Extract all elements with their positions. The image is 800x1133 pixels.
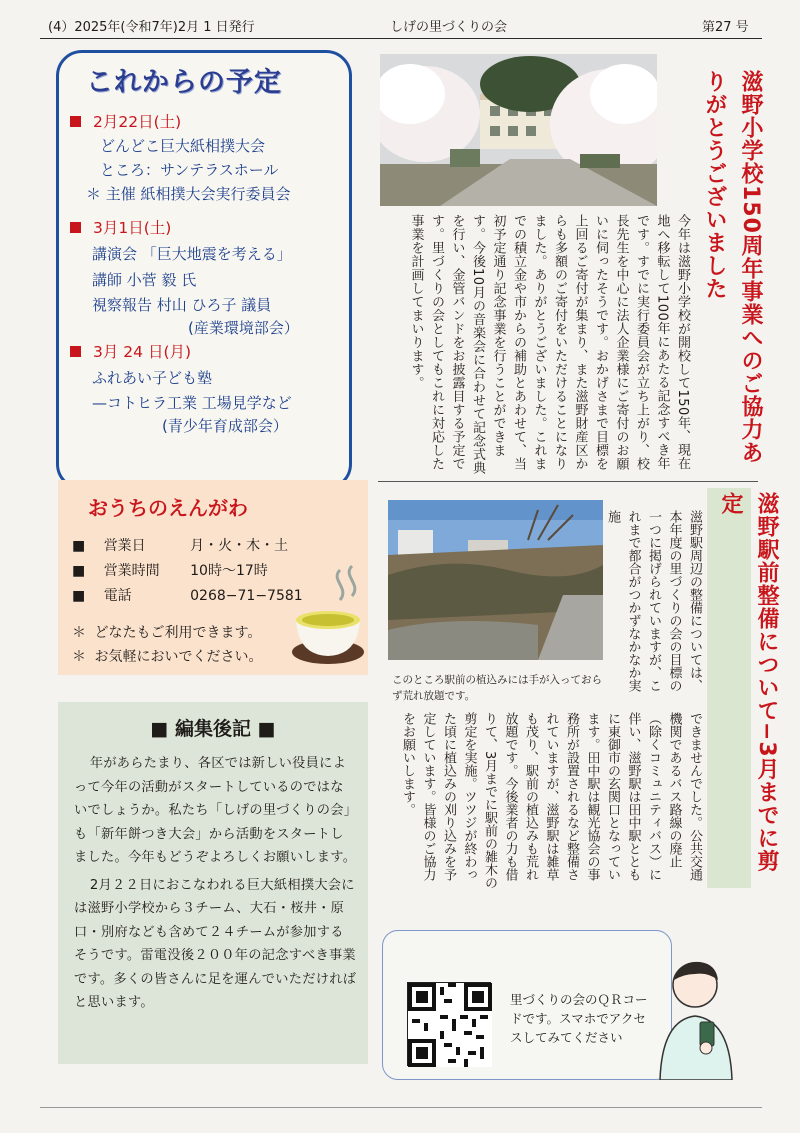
article2-body-lower: できませんでした。公共交通機関であるバス路線の廃止（除くコミュニティバス）に伴い、滋野駅は田中駅とともに東御市の玄関口となっています。田中駅は観光協会の事務所が設置されるなど整備されていますが、滋野駅は雑草も茂り、駅前の植込みも荒れ放題です。今後業者の力も借りて、3月までに駅前の雑木の剪定を実施。ツツジが終わった頃に植込みの刈り込みを予定しています。皆様のご協力をお願いします。 (400, 712, 702, 890)
schedule-youth: (青少年育成部会） (162, 417, 288, 435)
tea-cup-icon (290, 560, 370, 670)
red-square-icon (70, 346, 81, 357)
engawa-label: 営業日 (103, 538, 146, 554)
editorial-paragraph: 年があらたまり、各区では新しい役員によって今年の活動がスタートしているのではないでしょうか。私たち「しげの里づくりの会」も「新年餅つき大会」から活動をスタートしました。今年もどうぞよろしくお願いします。 (74, 756, 357, 865)
issue-number: 第27 号 (702, 20, 749, 35)
schedule-event: どんどこ巨大紙相撲大会 (100, 137, 266, 155)
engawa-note: ＊ お気軽においでください。 (72, 649, 263, 665)
schedule-report: 視察報告 村山 ひろ子 議員 (92, 296, 272, 314)
schedule-venue: ところ：サンテラスホール (100, 161, 279, 179)
engawa-note: ＊ どなたもご利用できます。 (72, 625, 262, 641)
schedule-lecturer: 講師 小菅 毅 氏 (92, 271, 197, 289)
footer-rule (40, 1107, 762, 1108)
org-name: しげの里づくりの会 (390, 20, 508, 35)
red-square-icon (70, 116, 81, 127)
header-rule (40, 38, 762, 39)
school-photo (380, 54, 657, 206)
engawa-label: 電話 (103, 588, 132, 604)
bullet-square-icon: ■ (72, 538, 86, 554)
engawa-label: 営業時間 (103, 563, 160, 579)
editorial-body (74, 752, 357, 1015)
qr-code-icon[interactable] (407, 982, 491, 1066)
article2-title: 滋野駅前整備について−3月までに剪定 (718, 492, 779, 873)
section-divider (378, 481, 758, 482)
article2-body-upper: 滋野駅周辺の整備については、本年度の里づくりの会の目標の一つに掲げられていますが、これまで都合がつかずなかなか実施 (605, 510, 702, 692)
schedule-dept: (産業環境部会） (188, 319, 299, 337)
engawa-row (72, 560, 268, 580)
editorial-paragraph: 2月２２日におこなわれる巨大紙相撲大会には滋野小学校から３チーム、大石・桜井・原口・別府なども含めて２４チームが参加するそうです。雷電没後２００年の記念すべき事業です。多くの皆さんに足を運んでいただければと思います。 (74, 877, 357, 1010)
engawa-title: おうちのえんがわ (88, 496, 248, 520)
bullet-square-icon: ■ (72, 563, 86, 579)
schedule-date-2: 3月1日(土) (70, 218, 171, 238)
qr-description: 里づくりの会のＱＲコードです。スマホでアクセスしてみてください (510, 992, 648, 1045)
article1-title: 滋野小学校150周年事業へのご協力ありがとうございました (702, 70, 763, 464)
station-photo-caption: このところ駅前の植込みには手が入っておらず荒れ放題です。 (392, 674, 602, 702)
schedule-date-3: 3月 24 日(月) (70, 342, 191, 362)
engawa-value: 0268−71−7581 (190, 588, 303, 604)
red-square-icon (70, 222, 81, 233)
asterisk-icon: ＊ (72, 625, 86, 641)
engawa-row (72, 535, 288, 555)
editorial-title: ■ 編集後記 ■ (150, 718, 276, 740)
engawa-row (72, 585, 303, 605)
engawa-value: 月・火・木・土 (190, 538, 289, 554)
issue-date: (4）2025年(令和7年)2月 1 日発行 (48, 20, 255, 35)
schedule-factory: —コトヒラ工業 工場見学など (92, 394, 292, 412)
schedule-lecture: 講演会 「巨大地震を考える」 (92, 245, 292, 263)
schedule-kids: ふれあい子ども塾 (92, 369, 213, 387)
asterisk-icon: ＊ (72, 649, 86, 665)
person-with-phone-icon (650, 950, 745, 1080)
schedule-title: これからの予定 (86, 67, 282, 98)
engawa-value: 10時～17時 (190, 563, 268, 579)
article1-body: 今年は滋野小学校が開校して150年、現在地へ移転して100年にあたる記念すべき年です。すでに実行委員会が立ち上がり、校長先生を中心に法人企業様にご寄付のお願いに伺ったそうです。おかげさまで目標を上回るご寄付が集まり、また滋野財産区からも多額のご寄付をいただけることになりました。ありがとうございました。これまでの積立金や市からの補助とあわせて、当初予定通り記念事業を行うことができます。今後10月の音楽会に合わせて記念式典を行い、金管バンドをお披露目する予定です。里づくりの会としてもこれに対応した事業を計画してまいります。 (408, 214, 690, 475)
station-photo (388, 500, 603, 660)
bullet-square-icon: ■ (72, 588, 86, 604)
schedule-host: ＊ 主催 紙相撲大会実行委員会 (86, 185, 291, 203)
page-header (40, 14, 760, 38)
schedule-date-1: 2月22日(土) (70, 112, 181, 132)
